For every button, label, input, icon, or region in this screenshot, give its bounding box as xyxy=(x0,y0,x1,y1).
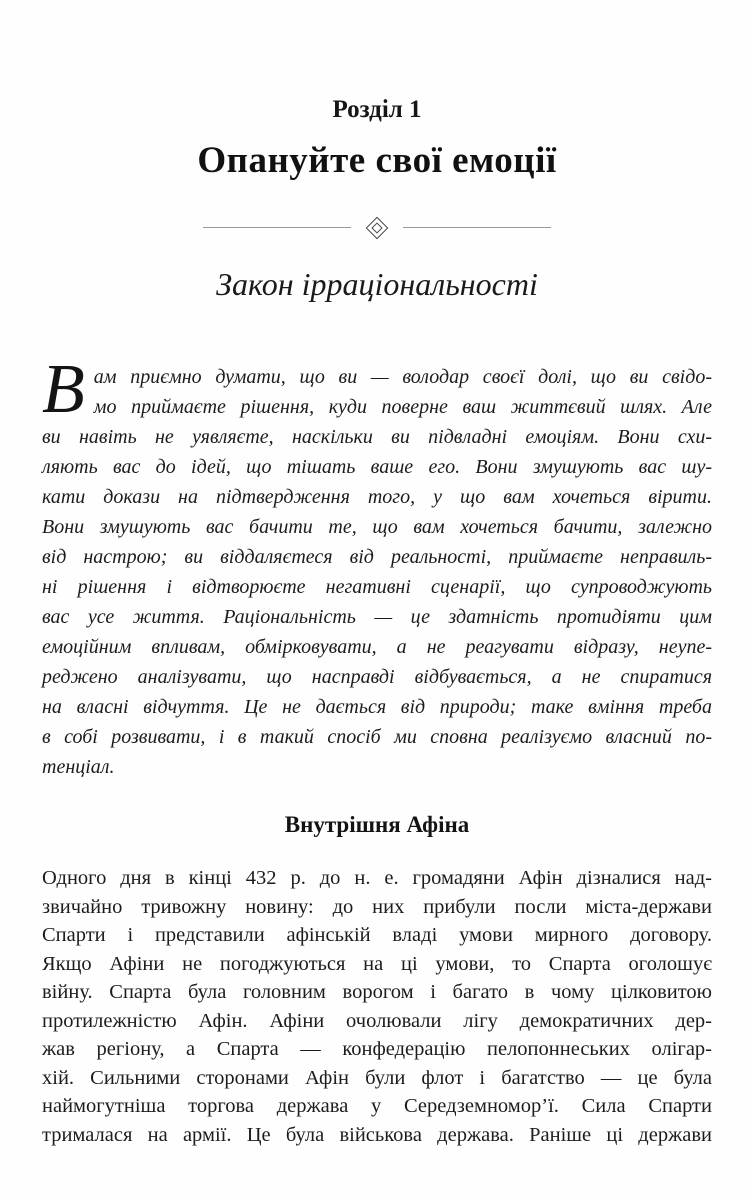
body-lines xyxy=(42,864,712,1149)
text-line: ви навіть не уявляєте, наскільки ви підвладні емоціям. Вони схи- xyxy=(42,426,712,448)
chapter-title: Опануйте свої емоції xyxy=(197,140,557,181)
diamond-ornament-icon xyxy=(366,216,389,239)
text-line: емоційним впливам, обмірковувати, а не реагувати відразу, неупе- xyxy=(42,636,712,658)
text-line: на власні відчуття. Це не дається від природи; таке вміння треба xyxy=(42,696,712,718)
text-line: протилежністю Афін. Афіни очолювали лігу демократичних дер- xyxy=(42,1009,712,1032)
body-paragraph xyxy=(42,864,712,1149)
text-line: жав регіону, а Спарта — конфедерацію пелопоннеських олігар- xyxy=(42,1038,712,1060)
text-line: наймогутніша торгова держава у Середземномор’ї. Сила Спарти xyxy=(42,1095,712,1117)
text-line: ам приємно думати, що ви — володар своєї долі, що ви свідо- xyxy=(93,366,712,388)
drop-cap: В xyxy=(42,351,85,428)
ornamental-divider xyxy=(42,219,712,236)
text-line: війну. Спарта була головним ворогом і багато в чому цілковитою xyxy=(42,981,712,1003)
text-line: тенціал. xyxy=(42,756,115,778)
text-line: мо приймаєте рішення, куди поверне ваш життєвий шлях. Але xyxy=(93,396,712,418)
text-line: кати докази на підтвердження того, у що вам хочеться вірити. xyxy=(42,486,712,508)
epigraph-paragraph xyxy=(42,351,712,782)
text-line: в собі розвивати, і в такий спосіб ми сповна реалізуємо власний по- xyxy=(42,726,712,748)
text-line: вас усе життя. Раціональність — це здатність протидіяти цим xyxy=(42,606,712,628)
text-line: Одного дня в кінці 432 р. до н. е. громадяни Афін дізналися над- xyxy=(42,867,712,889)
chapter-number: Розділ 1 xyxy=(332,96,422,123)
text-line: ні рішення і відтворюєте негативні сценарії, що супроводжують xyxy=(42,576,712,598)
text-line: Якщо Афіни не погоджуються на ці умови, то Спарта оголошує xyxy=(42,952,712,975)
text-line: Вони змушують вас бачити те, що вам хочеться бачити, залежно xyxy=(42,516,712,538)
text-line: від настрою; ви віддаляєтеся від реальності, приймаєте неправиль- xyxy=(42,546,712,568)
section-heading: Внутрішня Афіна xyxy=(284,812,470,837)
text-line: реджено аналізувати, що насправді відбувається, а не спиратися xyxy=(42,666,712,688)
diamond-inner-icon xyxy=(371,222,382,233)
divider-line-right xyxy=(403,227,551,228)
text-line: хій. Сильними сторонами Афін були флот і багатство — це була xyxy=(42,1066,712,1089)
text-line: трималася на армії. Це була військова держава. Раніше ці держави xyxy=(42,1123,712,1146)
divider-line-left xyxy=(203,227,351,228)
text-line: ляють вас до ідей, що тішать ваше его. Вони змушують вас шу- xyxy=(42,456,712,478)
text-line: Спарти і представили афінській владі умови мирного договору. xyxy=(42,924,712,946)
law-title: Закон ірраціональності xyxy=(216,266,538,302)
text-line: звичайно тривожну новину: до них прибули посли міста-держави xyxy=(42,895,712,918)
epigraph-lines xyxy=(42,351,712,782)
